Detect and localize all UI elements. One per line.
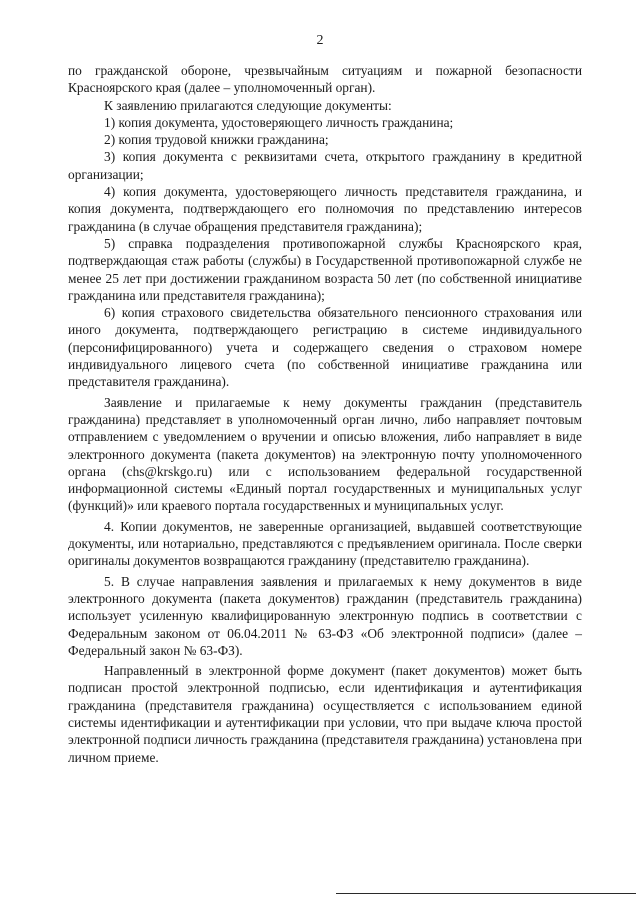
- list-item-4: 4) копия документа, удостоверяющего личность представителя гражданина, и копия документа, подтверждающего его полномочия по представлению интересов гражданина (в случае обращения представителя гражданина);: [68, 184, 582, 234]
- document-body: [68, 62, 582, 766]
- list-item-6: 6) копия страхового свидетельства обязательного пенсионного страхования или иного документа, подтверждающего регистрацию в системе индивидуального (персонифицированного) учета и содержащего сведения о страховом номере индивидуального лицевого счета (по собственной инициативе гражданина или представителя гражданина).: [68, 305, 582, 390]
- paragraph-submission: Заявление и прилагаемые к нему документы гражданин (представитель гражданина) представляет в уполномоченный орган лично, либо направляет почтовым отправлением с уведомлением о вручении и описью вложения, либо направляет в виде электронного документа (пакета документов) на электронную почту уполномоченного органа (chs@krskgo.ru) или с использованием федеральной государственной информационной системы «Единый портал государственных и муниципальных услуг (функций)» или краевого портала государственных и муниципальных услуг.: [68, 394, 582, 514]
- footer-rule: [336, 893, 636, 894]
- paragraph-attachments-intro: К заявлению прилагаются следующие документы:: [104, 97, 392, 113]
- paragraph-simple-signature: Направленный в электронной форме документ (пакет документов) может быть подписан простой электронной подписью, если идентификация и аутентификация гражданина (представителя гражданина) осуществляется с использованием единой системы идентификации и аутентификации при условии, что при выдаче ключа простой электронной подписи личность гражданина (представителя гражданина) установлена при личном приеме.: [68, 663, 582, 765]
- paragraph-clause-5: 5. В случае направления заявления и прилагаемых к нему документов в виде электронного документа (пакета документов) гражданин (представитель гражданина) использует усиленную квалифицированную электронную подпись в соответствии с Федеральным законом от 06.04.2011 № 63-ФЗ «Об электронной подписи» (далее – Федеральный закон № 63-ФЗ).: [68, 573, 582, 658]
- list-item-5: 5) справка подразделения противопожарной службы Красноярского края, подтверждающая стаж работы (службы) в Государственной противопожарной службе не менее 25 лет при достижении гражданином возраста 50 лет (по собственной инициативе гражданина или представителя гражданина);: [68, 235, 582, 303]
- page-number: 2: [316, 33, 324, 48]
- paragraph-continuation: по гражданской обороне, чрезвычайным ситуациям и пожарной безопасности Красноярского края (далее – уполномоченный орган).: [68, 63, 582, 96]
- paragraph-clause-4: 4. Копии документов, не заверенные организацией, выдавшей соответствующие документы, или нотариально, представляются с предъявлением оригинала. После сверки оригиналы документов возвращаются гражданину (представителю гражданина).: [68, 518, 582, 569]
- list-item-1: 1) копия документа, удостоверяющего личность гражданина;: [104, 114, 454, 130]
- list-item-3: 3) копия документа с реквизитами счета, открытого гражданину в кредитной организации;: [68, 149, 582, 182]
- list-item-2: 2) копия трудовой книжки гражданина;: [104, 132, 329, 148]
